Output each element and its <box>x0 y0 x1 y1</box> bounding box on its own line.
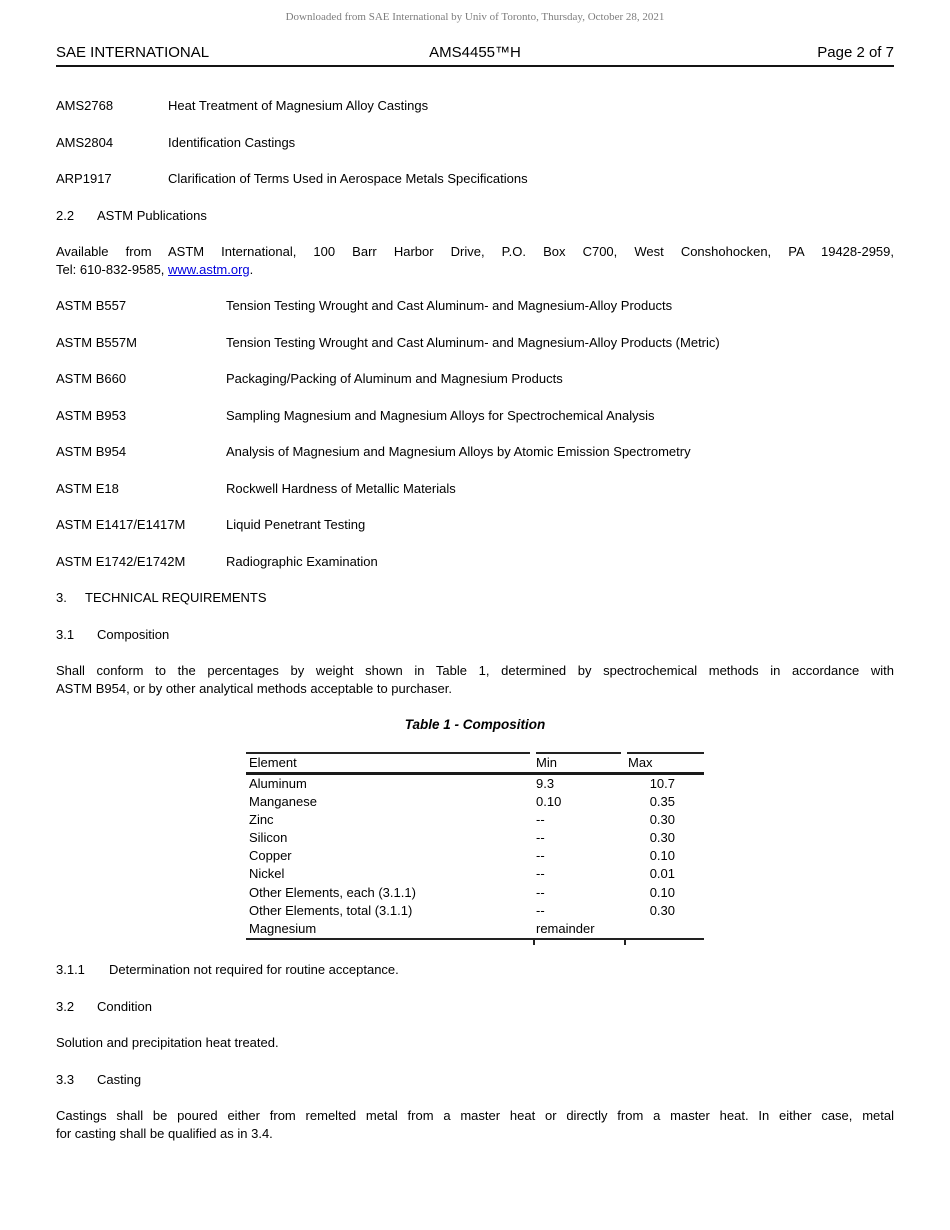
section-number: 3. <box>56 590 67 605</box>
cell-element: Other Elements, total (3.1.1) <box>249 902 413 918</box>
condition-paragraph: Solution and precipitation heat treated. <box>56 1035 279 1051</box>
cell-max: 0.30 <box>649 830 675 846</box>
reference-row <box>56 97 894 115</box>
cell-max: 0.10 <box>649 848 675 864</box>
paragraph-line: Shall conform to the percentages by weight shown in Table 1, determined by spectrochemical methods in accordance with <box>56 663 894 678</box>
reference-row <box>56 134 894 152</box>
reference-code: AMS2768 <box>56 98 114 113</box>
cell-min: 0.10 <box>536 793 562 809</box>
section-title: TECHNICAL REQUIREMENTS <box>85 590 267 605</box>
cell-max: 0.01 <box>649 866 675 882</box>
reference-title: Clarification of Terms Used in Aerospace Metals Specifications <box>168 171 528 186</box>
section-heading-3 <box>56 589 894 607</box>
reference-row <box>56 170 894 188</box>
page-header <box>56 44 894 67</box>
cell-max: 0.10 <box>649 884 675 900</box>
cell-element: Manganese <box>249 793 317 809</box>
reference-code: ASTM B954 <box>56 444 127 459</box>
cell-min: 9.3 <box>536 775 555 791</box>
cell-element: Other Elements, each (3.1.1) <box>249 884 416 900</box>
section-title: Casting <box>97 1071 142 1087</box>
table-row <box>246 793 704 811</box>
reference-code: ASTM E1417/E1417M <box>56 517 186 532</box>
reference-row <box>56 443 894 461</box>
table-row <box>246 829 704 847</box>
cell-max <box>624 920 704 938</box>
section-heading-3-3 <box>56 1071 894 1089</box>
table-header-row <box>246 754 704 772</box>
reference-code: ASTM B557M <box>56 334 137 350</box>
reference-code: ASTM B660 <box>56 371 127 386</box>
reference-title: Liquid Penetrant Testing <box>226 517 366 532</box>
cell-element: Aluminum <box>249 775 307 791</box>
reference-code: ASTM E1742/E1742M <box>56 553 186 569</box>
document-body <box>56 97 894 1161</box>
table-row <box>246 884 704 902</box>
header-spec-number: AMS4455™H <box>429 44 521 61</box>
tel-text: Tel: 610-832-9585, <box>56 261 169 277</box>
cell-element: Nickel <box>249 866 285 882</box>
composition-paragraph <box>56 662 894 697</box>
reference-title: Identification Castings <box>168 134 296 150</box>
table-bottom-rule <box>246 938 704 940</box>
cell-min: -- <box>536 866 545 882</box>
section-heading-3-2 <box>56 998 894 1016</box>
section-number: 3.3 <box>56 1071 75 1087</box>
reference-title: Rockwell Hardness of Metallic Materials <box>226 480 456 496</box>
section-number: 3.1 <box>56 626 75 642</box>
reference-row <box>56 407 894 425</box>
section-heading-2-2 <box>56 207 894 225</box>
section-title: Composition <box>97 626 170 642</box>
cell-max: 0.30 <box>649 811 675 827</box>
cell-min: -- <box>536 811 545 827</box>
table1-title: Table 1 - Composition <box>404 717 546 732</box>
section-title: Condition <box>97 998 152 1014</box>
period-text: . <box>249 261 254 277</box>
cell-max: 0.30 <box>649 902 675 918</box>
cell-min: -- <box>536 884 545 900</box>
astm-availability-paragraph <box>56 243 894 278</box>
casting-paragraph <box>56 1107 894 1142</box>
column-header-min: Min <box>536 755 557 770</box>
reference-code: AMS2804 <box>56 134 114 150</box>
cell-element: Magnesium <box>249 921 317 936</box>
reference-row <box>56 516 894 534</box>
reference-code: ASTM B557 <box>56 298 127 313</box>
reference-title: Tension Testing Wrought and Cast Aluminum- and Magnesium-Alloy Products (Metric) <box>226 334 720 350</box>
table-row <box>246 902 704 920</box>
section-heading-3-1-1 <box>56 961 894 979</box>
cell-min: -- <box>536 848 545 864</box>
paragraph-line <box>56 261 894 279</box>
section-heading-3-1 <box>56 626 894 644</box>
header-page-number: Page 2 of 7 <box>817 44 894 61</box>
paragraph-line: Castings shall be poured either from remelted metal from a master heat or directly from a master heat. In either case, metal <box>56 1108 894 1124</box>
reference-title: Tension Testing Wrought and Cast Aluminum- and Magnesium-Alloy Products <box>226 298 673 313</box>
astm-website-link[interactable]: www.astm.org <box>168 261 250 277</box>
section-number: 3.2 <box>56 998 75 1014</box>
paragraph-line: for casting shall be qualified as in 3.4. <box>56 1125 273 1141</box>
reference-code: ASTM B953 <box>56 407 127 423</box>
reference-title: Analysis of Magnesium and Magnesium Alloys by Atomic Emission Spectrometry <box>226 444 691 459</box>
header-organization: SAE INTERNATIONAL <box>56 44 210 61</box>
paragraph-line: ASTM B954, or by other analytical methods acceptable to purchaser. <box>56 680 452 696</box>
reference-row <box>56 480 894 498</box>
cell-min: -- <box>536 902 545 918</box>
reference-title: Sampling Magnesium and Magnesium Alloys for Spectrochemical Analysis <box>226 407 655 423</box>
column-header-element: Element <box>249 755 297 770</box>
reference-title: Radiographic Examination <box>226 553 378 569</box>
cell-element: Silicon <box>249 830 288 846</box>
cell-element: Zinc <box>249 811 274 827</box>
reference-row <box>56 334 894 352</box>
cell-max: 0.35 <box>649 793 675 809</box>
cell-max: 10.7 <box>649 775 675 791</box>
reference-title: Heat Treatment of Magnesium Alloy Castings <box>168 98 429 113</box>
table-row <box>246 811 704 829</box>
cell-element: Copper <box>249 848 292 864</box>
table-row <box>246 847 704 865</box>
section-title: ASTM Publications <box>97 207 207 223</box>
download-watermark: Downloaded from SAE International by Univ of Toronto, Thursday, October 28, 2021 <box>285 11 665 23</box>
reference-row <box>56 553 894 571</box>
table-row <box>246 865 704 883</box>
reference-title: Packaging/Packing of Aluminum and Magnesium Products <box>226 371 563 386</box>
table-row <box>246 775 704 793</box>
cell-min: remainder <box>536 921 595 936</box>
composition-table <box>246 752 704 940</box>
section-number: 2.2 <box>56 207 75 223</box>
reference-row <box>56 370 894 388</box>
table-row <box>246 920 704 938</box>
reference-code: ASTM E18 <box>56 480 119 496</box>
reference-row <box>56 297 894 315</box>
cell-min: -- <box>536 830 545 846</box>
section-text: Determination not required for routine acceptance. <box>109 962 399 978</box>
reference-code: ARP1917 <box>56 171 112 186</box>
paragraph-line: Available from ASTM International, 100 Barr Harbor Drive, P.O. Box C700, West Conshohocken, PA 19428-2959, <box>56 244 894 259</box>
column-header-max: Max <box>628 755 653 770</box>
section-number: 3.1.1 <box>56 962 85 978</box>
